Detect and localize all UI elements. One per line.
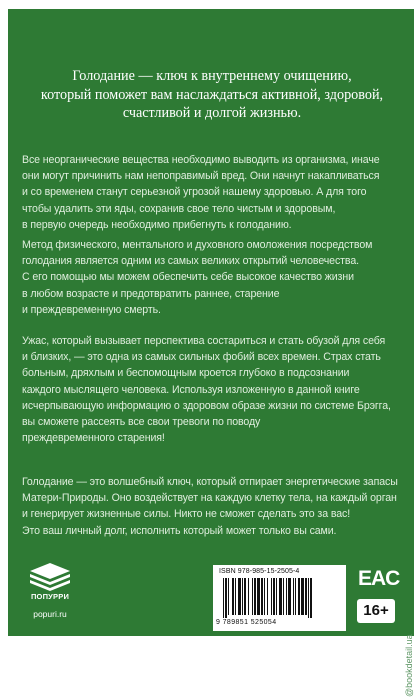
barcode-bar (305, 578, 307, 615)
barcode-bar (273, 578, 275, 615)
body-paragraph-3 (22, 333, 400, 446)
barcode-digits: 9 789851 525054 (216, 619, 277, 626)
paragraph-line: Все неорганические вещества необходимо выводить из организма, иначе (22, 154, 380, 166)
paragraph-line: в любом возрасте и предотвратить раннее, старение (22, 287, 280, 300)
barcode-bar (242, 578, 243, 615)
paragraph-line: Это ваш личный долг, исполнить который может только вы сами. (22, 524, 337, 537)
age-rating-badge: 16+ (357, 599, 395, 623)
barcode-bar (293, 578, 294, 615)
barcode-bar (248, 578, 249, 615)
book-back-cover (8, 9, 414, 697)
barcode-bar (225, 578, 227, 618)
barcode-bar (295, 578, 296, 615)
barcode-bar (308, 578, 309, 618)
barcode-bar (264, 578, 265, 615)
isbn-text: ISBN 978-985-15-2505-4 (219, 568, 300, 575)
paragraph-line: больным, дряхлым и беспомощным кроется глубоко в подсознании (22, 367, 350, 380)
barcode-bar (238, 578, 241, 615)
paragraph-line: и генерирует жизненные силы. Никто не сможет сделать это за вас! (22, 508, 351, 521)
barcode-bar (232, 578, 234, 615)
body-paragraph-1 (22, 152, 400, 233)
paragraph-line: Матери-Природы. Оно воздействует на каждую клетку тела, на каждый орган (22, 492, 397, 505)
paragraph-line: Ужас, который вызывает перспектива состариться и стать обузой для себя (22, 335, 386, 347)
paragraph-line: каждого мыслящего человека. Используя изложенную в данной книге (22, 383, 360, 396)
publisher-name: ПОПУРРИ (30, 592, 70, 601)
barcode-bar (267, 578, 268, 615)
barcode-bar (286, 578, 287, 615)
paragraph-line: исчерпывающую информацию о здоровом образе жизни по системе Брэгга, (22, 399, 391, 412)
stacked-books-logo-icon (24, 561, 76, 591)
paragraph-line: преждевременного старения! (22, 432, 165, 445)
barcode-bar (271, 578, 272, 615)
paragraph-line: и преждевременную смерть. (22, 303, 161, 316)
watermark (404, 549, 416, 697)
paragraph-line: и со временем станут серьезной угрозой нашему здоровью. А для того (22, 186, 367, 199)
barcode-icon (223, 578, 337, 618)
paragraph-line: чтобы удалить эти яды, сохранив свое тело чистым и здоровым, (22, 202, 336, 215)
body-paragraph-2 (22, 237, 400, 318)
lead-text (32, 67, 392, 123)
barcode-bar (310, 578, 312, 618)
barcode-bar (254, 578, 256, 615)
paragraph-line: в первую очередь необходимо прибегнуть к голоданию. (22, 218, 292, 231)
barcode-bar (283, 578, 284, 615)
barcode-bar (244, 578, 246, 615)
barcode-bar (257, 578, 260, 615)
eac-mark: EAC (358, 567, 400, 590)
paragraph-line: вы сможете рассеять все свои тревоги по поводу (22, 416, 261, 429)
paragraph-line: они могут причинить нам непоправимый вред. Они начнут накапливаться (22, 170, 380, 183)
paragraph-line: и близких, — это одна из самых сильных фобий всех времен. Страх стать (22, 351, 381, 364)
paragraph-line: голодания является одним из самых великих открытий человечества. (22, 255, 359, 268)
barcode-label (213, 565, 346, 631)
paragraph-line: Метод физического, ментального и духовного омоложения посредством (22, 239, 373, 251)
lead-line: который поможет вам наслаждаться активной, здоровой, (40, 86, 384, 103)
barcode-bar (298, 578, 300, 615)
publisher-url: popuri.ru (33, 609, 67, 619)
watermark-text: @bookdetail.ua (404, 634, 414, 697)
barcode-bar (228, 578, 229, 615)
paragraph-line: С его помощью мы можем обеспечить себе высокое качество жизни (22, 271, 354, 284)
barcode-bar (288, 578, 291, 615)
barcode-bar (252, 578, 253, 615)
paragraph-line: Голодание — это волшебный ключ, который отпирает энергетические запасы (22, 476, 398, 488)
barcode-bar (279, 578, 282, 615)
barcode-bar (301, 578, 304, 615)
body-paragraph-4 (22, 474, 400, 539)
barcode-bar (235, 578, 236, 615)
lead-line: Голодание — ключ к внутреннему очищению, (72, 68, 352, 84)
barcode-bar (223, 578, 224, 618)
lead-line: счастливой и долгой жизнью. (122, 105, 302, 121)
barcode-bar (261, 578, 263, 615)
barcode-bar (276, 578, 277, 615)
publisher-block (20, 561, 80, 619)
